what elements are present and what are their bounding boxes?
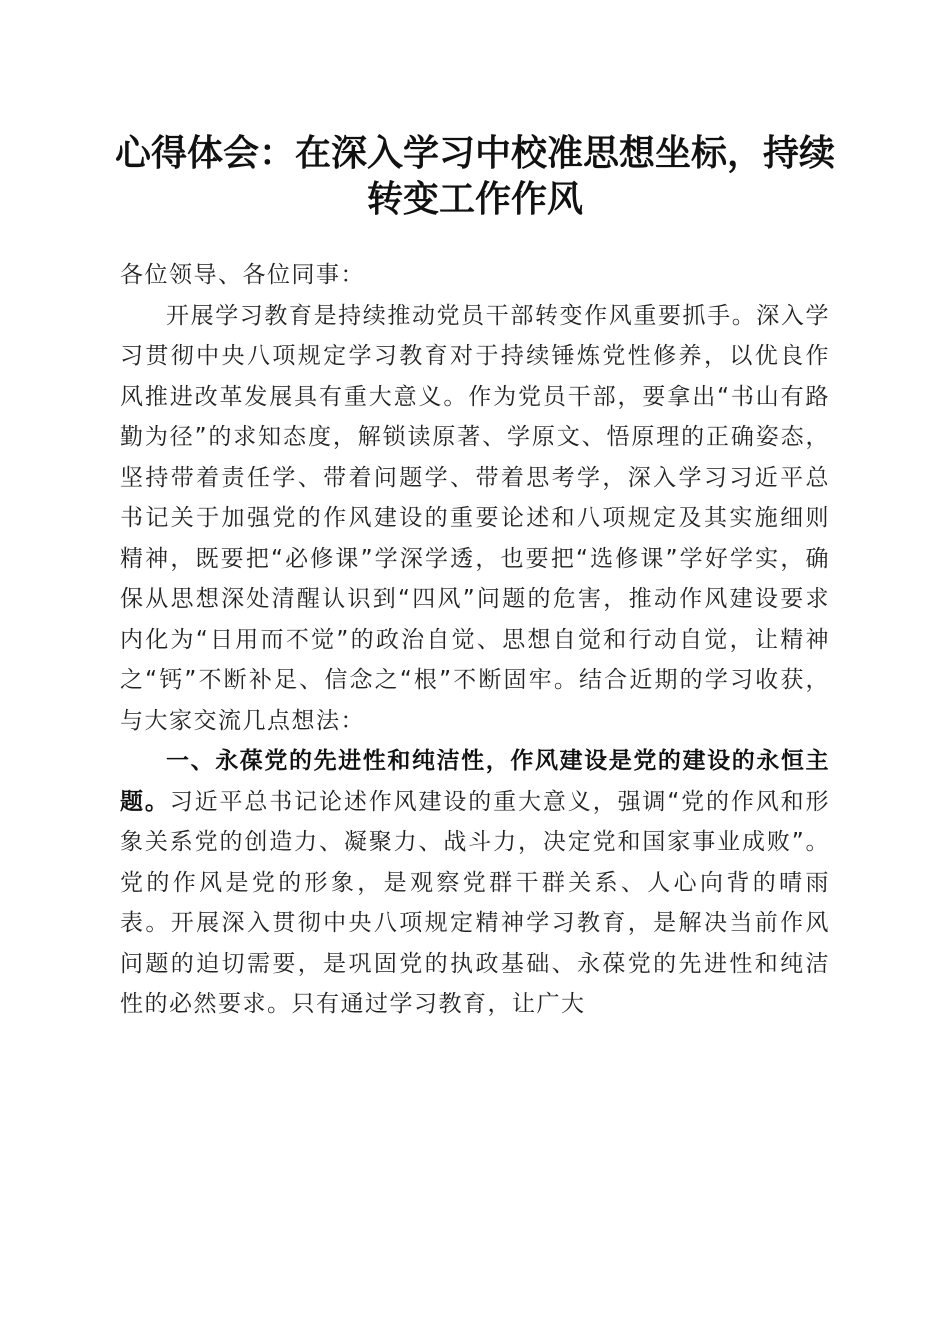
salutation: 各位领导、各位同事： [120,262,365,288]
section-1-heading: 一、永葆党的先进性和纯洁性，作风建设是党的建设的永恒主题。 [120,748,830,815]
section-1-paragraph [120,741,830,1025]
document-body [120,255,830,1025]
title-line-1: 心得体会：在深入学习中校准思想坐标，持续 [114,132,835,174]
document-title [110,130,840,222]
title-line-2: 转变工作作风 [366,178,583,220]
section-1-body: 习近平总书记论述作风建设的重大意义，强调“党的作风和形象关系党的创造力、凝聚力、战斗力，决定党和国家事业成败”。党的作风是党的形象，是观察党群干群关系、人心向背的晴雨表。开展深入贯彻中央八项规定精神学习教育，是解决当前作风问题的迫切需要，是巩固党的执政基础、永葆党的先进性和纯洁性的必然要求。只有通过学习教育，让广大 [120,788,831,1017]
intro-paragraph: 开展学习教育是持续推动党员干部转变作风重要抓手。深入学习贯彻中央八项规定学习教育对于持续锤炼党性修养，以优良作风推进改革发展具有重大意义。作为党员干部，要拿出“书山有路勤为径”的求知态度，解锁读原著、学原文、悟原理的正确姿态，坚持带着责任学、带着问题学、带着思考学，深入学习习近平总书记关于加强党的作风建设的重要论述和八项规定及其实施细则精神，既要把“必修课”学深学透，也要把“选修课”学好学实，确保从思想深处清醒认识到“四风”问题的危害，推动作风建设要求内化为“日用而不觉”的政治自觉、思想自觉和行动自觉，让精神之“钙”不断补足、信念之“根”不断固牢。结合近期的学习收获，与大家交流几点想法： [120,302,830,734]
